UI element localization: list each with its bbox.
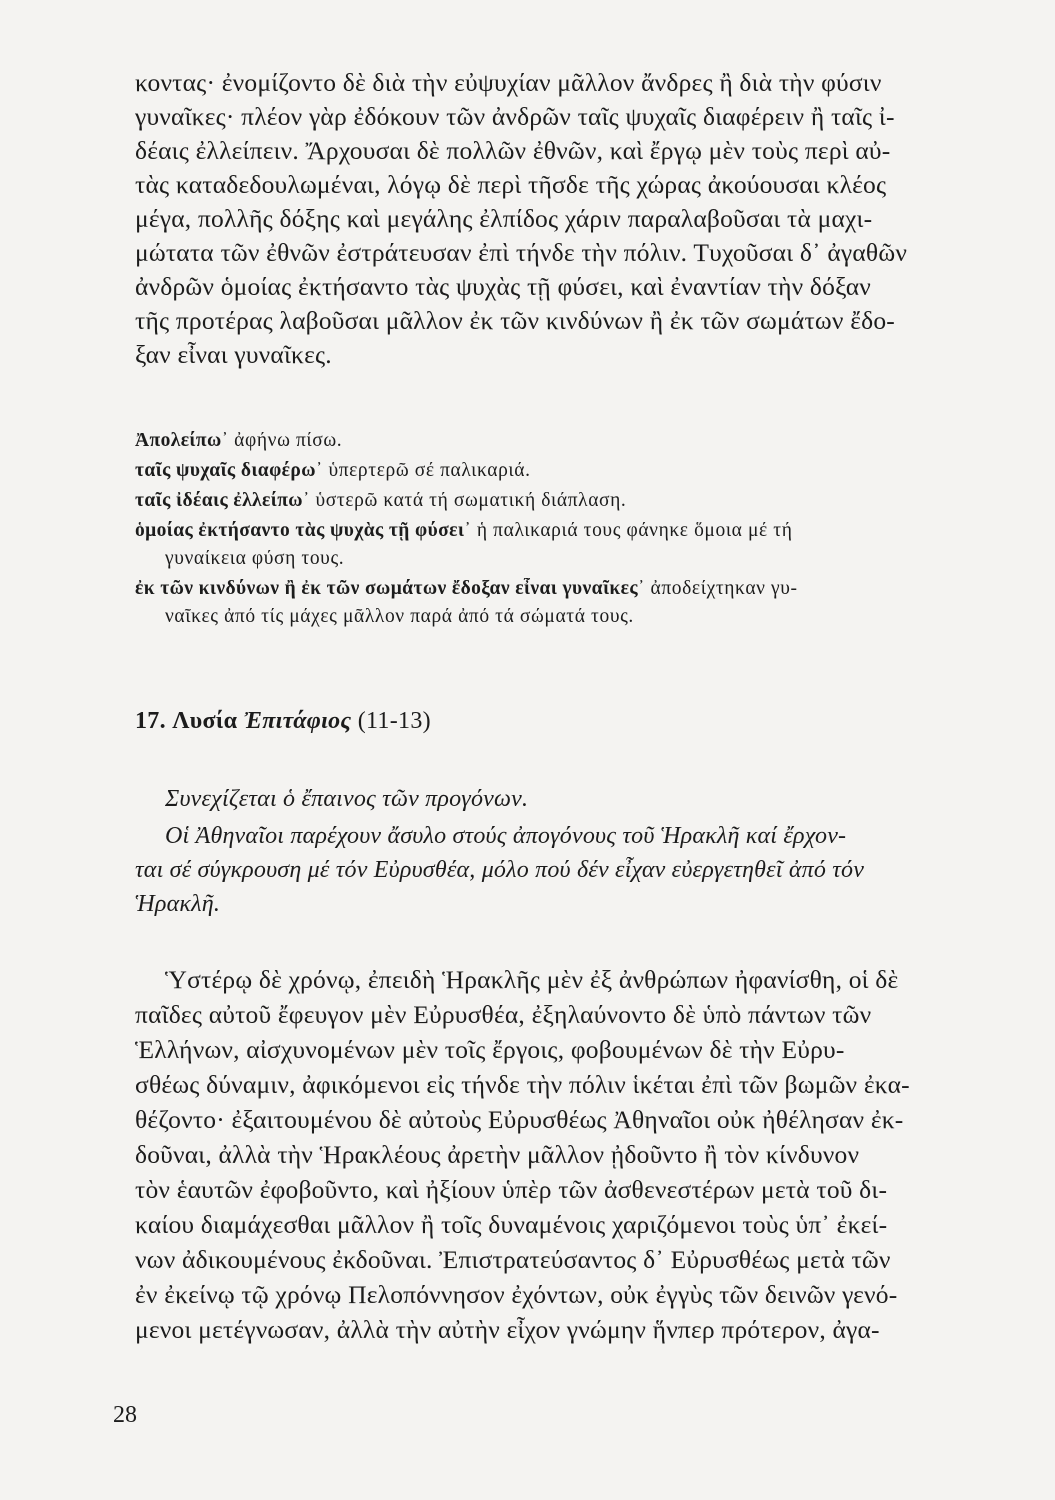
- text-line: σθέως δύναμιν, ἀφικόμενοι εἰς τήνδε τὴν πόλιν ἱκέται ἐπὶ τῶν βωμῶν ἐκα-: [135, 1070, 910, 1099]
- text-line: τὸν ἑαυτῶν ἐφοβοῦντο, καὶ ἠξίουν ὑπὲρ τῶν ἀσθενεστέρων μετὰ τοῦ δι-: [135, 1175, 888, 1204]
- gloss-definition: ὑπερτερῶ σέ παλικαριά.: [322, 460, 531, 481]
- gloss-entry: [135, 460, 990, 482]
- text-line: παῖδες αὐτοῦ ἔφευγον μὲν Εὐρυσθέα, ἐξηλαύνοντο δὲ ὑπὸ πάντων τῶν: [135, 1000, 872, 1029]
- section-heading: [135, 708, 990, 735]
- gloss-term: ταῖς ἰδέαις ἐλλείπω: [135, 490, 303, 511]
- gloss-term: ἐκ τῶν κινδύνων ἢ ἐκ τῶν σωμάτων ἔδοξαν εἶναι γυναῖκες: [135, 578, 638, 599]
- text-line: Ὑστέρῳ δὲ χρόνῳ, ἐπειδὴ Ἡρακλῆς μὲν ἐξ ἀνθρώπων ἠφανίσθη, οἱ δὲ: [165, 965, 899, 994]
- text-line: θέζοντο· ἐξαιτουμένου δὲ αὐτοὺς Εὐρυσθέως Ἀθηναῖοι οὐκ ἠθέλησαν ἐκ-: [135, 1105, 904, 1134]
- gloss-definition: ὑστερῶ κατά τή σωματική διάπλαση.: [310, 490, 627, 511]
- text-line: ἀνδρῶν ὁμοίας ἐκτήσαντο τὰς ψυχὰς τῇ φύσει, καὶ ἐναντίαν τὴν δόξαν: [135, 272, 872, 301]
- gloss-definition: ἡ παλικαριά τους φάνηκε ὅμοια μέ τή: [471, 520, 793, 541]
- text-line: δοῦναι, ἀλλὰ τὴν Ἡρακλέους ἀρετὴν μᾶλλον ᾐδοῦντο ἢ τὸν κίνδυνον: [135, 1140, 860, 1169]
- text-line: γυναῖκες· πλέον γὰρ ἐδόκουν τῶν ἀνδρῶν ταῖς ψυχαῖς διαφέρειν ἢ ταῖς ἰ-: [135, 102, 895, 131]
- text-line: μενοι μετέγνωσαν, ἀλλὰ τὴν αὐτὴν εἶχον γνώμην ἥνπερ πρότερον, ἀγα-: [135, 1315, 880, 1344]
- summary-line: Οἱ Ἀθηναῖοι παρέχουν ἄσυλο στούς ἀπογόνους τοῦ Ἡρακλῆ καί ἔρχον-: [165, 823, 847, 849]
- text-line: δέαις ἐλλείπειν. Ἄρχουσαι δὲ πολλῶν ἐθνῶν, καὶ ἔργῳ μὲν τοὺς περὶ αὐ-: [135, 136, 891, 165]
- text-line: Ἑλλήνων, αἰσχυνομένων μὲν τοῖς ἔργοις, φοβουμένων δὲ τὴν Εὐρυ-: [135, 1035, 845, 1064]
- summary-line: Συνεχίζεται ὁ ἔπαινος τῶν προγόνων.: [165, 786, 529, 812]
- section-work: Ἐπιτάφιος: [243, 708, 352, 734]
- text-line: μώτατα τῶν ἐθνῶν ἐστράτευσαν ἐπὶ τήνδε τὴν πόλιν. Τυχοῦσαι δ᾽ ἀγαθῶν: [135, 238, 908, 267]
- text-line: ξαν εἶναι γυναῖκες.: [135, 340, 332, 369]
- text-line: ἐν ἐκείνῳ τῷ χρόνῳ Πελοπόννησον ἐχόντων, οὐκ ἐγγὺς τῶν δεινῶν γενό-: [135, 1280, 898, 1309]
- summary-line: ται σέ σύγκρουση μέ τόν Εὐρυσθέα, μόλο πού δέν εἶχαν εὐεργετηθεῖ ἀπό τόν: [135, 857, 865, 883]
- gloss-mark: ᾽: [315, 460, 323, 481]
- gloss-mark: ᾽: [221, 430, 229, 451]
- text-line: καίου διαμάχεσθαι μᾶλλον ἢ τοῖς δυναμένοις χαριζόμενοι τοὺς ὑπ᾽ ἐκεί-: [135, 1210, 888, 1239]
- text-line: μέγα, πολλῆς δόξης καὶ μεγάλης ἐλπίδος χάριν παραλαβοῦσαι τὰ μαχι-: [135, 204, 873, 233]
- gloss-entry: [135, 490, 990, 512]
- text-line: τὰς καταδεδουλωμέναι, λόγῳ δὲ περὶ τῆσδε τῆς χώρας ἀκούουσαι κλέος: [135, 170, 887, 199]
- gloss-definition: ἀφήνω πίσω.: [228, 430, 343, 451]
- gloss-mark: ᾽: [302, 490, 311, 511]
- section-number: 17.: [135, 708, 166, 734]
- text-line: νων ἀδικουμένους ἐκδοῦναι. Ἐπιστρατεύσαντος δ᾽ Εὐρυσθέως μετὰ τῶν: [135, 1245, 891, 1274]
- gloss-term: Ἀπολείπω: [135, 430, 222, 451]
- gloss-continuation: ναῖκες ἀπό τίς μάχες μᾶλλον παρά ἀπό τά σώματά τους.: [165, 606, 634, 627]
- gloss-continuation: γυναίκεια φύση τους.: [165, 548, 345, 569]
- gloss-mark: ᾽: [637, 578, 646, 599]
- gloss-definition: ἀποδείχτηκαν γυ-: [645, 578, 798, 599]
- section-range: (11-13): [357, 708, 431, 734]
- gloss-entry: [135, 578, 990, 600]
- text-line: τῆς προτέρας λαβοῦσαι μᾶλλον ἐκ τῶν κινδύνων ἢ ἐκ τῶν σωμάτων ἔδο-: [135, 306, 895, 335]
- text-line: κοντας· ἐνομίζοντο δὲ διὰ τὴν εὐψυχίαν μᾶλλον ἄνδρες ἢ διὰ τὴν φύσιν: [135, 68, 882, 97]
- section-author: Λυσία: [172, 708, 238, 734]
- gloss-mark: ᾽: [464, 520, 472, 541]
- gloss-entry: [135, 430, 990, 452]
- page-number: 28: [113, 1402, 137, 1428]
- gloss-term: ὁμοίας ἐκτήσαντο τὰς ψυχὰς τῇ φύσει: [135, 520, 465, 541]
- gloss-term: ταῖς ψυχαῖς διαφέρω: [135, 460, 316, 481]
- summary-line: Ἡρακλῆ.: [135, 891, 221, 917]
- gloss-entry: [135, 520, 990, 542]
